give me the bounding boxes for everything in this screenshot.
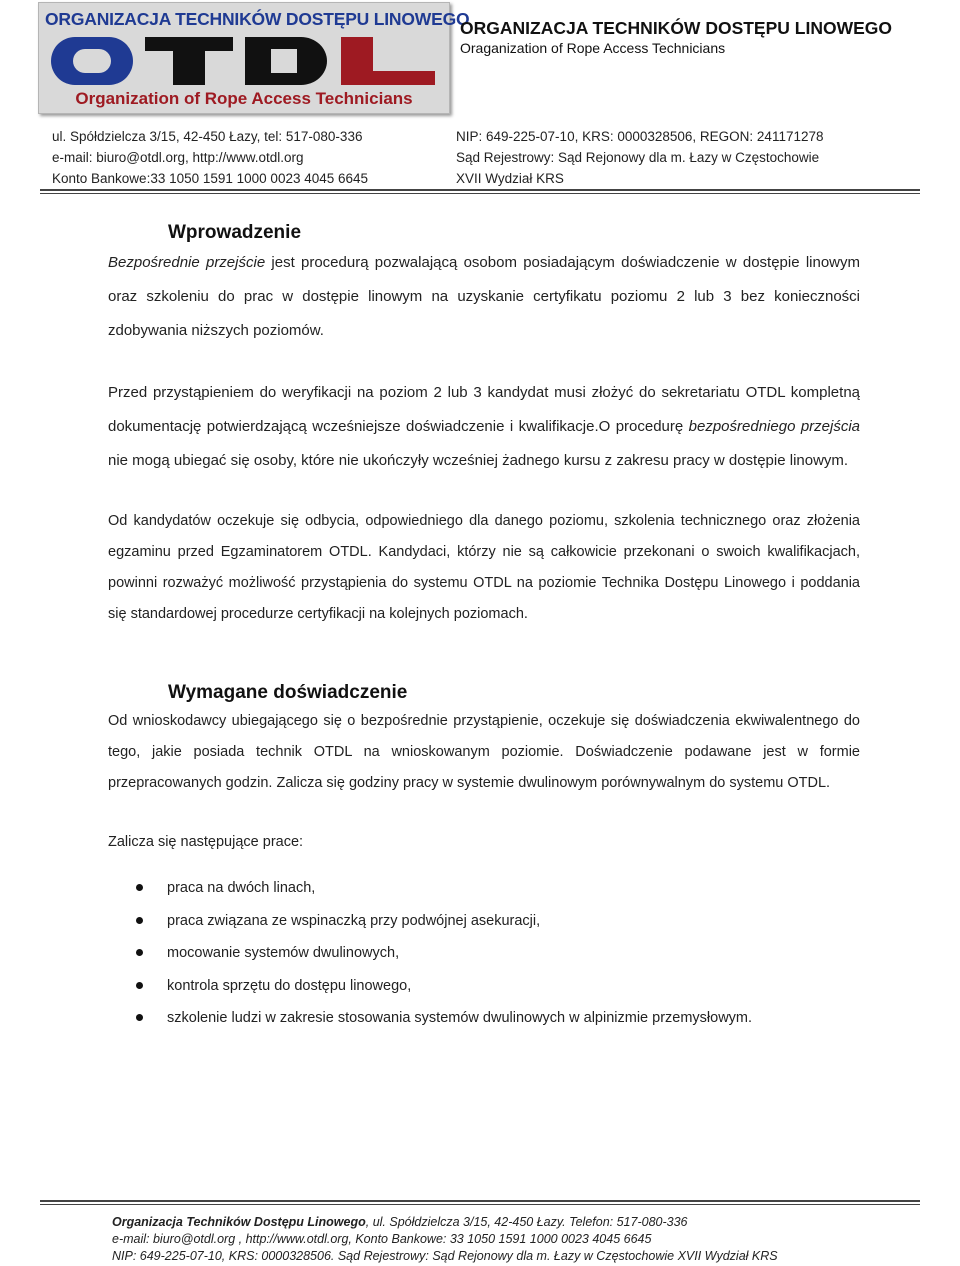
intro-paragraph-2: Przed przystąpieniem do weryfikacji na poziom 2 lub 3 kandydat musi złożyć do sekretariatu OTDL kompletną dokumentację potwierdzającą wcześniejsze doświadczenie i kwalifikacje.O procedurę bezpośredniego przejścia nie mogą ubiegać się osoby, które nie ukończyły wcześniej żadnego kursu z zakresu pracy w dostępie linowym. xyxy=(108,384,861,469)
footer-line-1: Organizacja Techników Dostępu Linowego, ul. Spółdzielcza 3/15, 42-450 Łazy. Telefon: 517-080-336 xyxy=(112,1215,688,1229)
logo-bottom-text: Organization of Rope Access Technicians xyxy=(75,89,413,108)
section-heading-experience: Wymagane doświadczenie xyxy=(168,682,408,703)
org-subtitle: Oraganization of Rope Access Technicians xyxy=(460,40,726,56)
header-address: ul. Spółdzielcza 3/15, 42-450 Łazy, tel: 517-080-336 xyxy=(52,129,363,144)
list-item: szkolenie ludzi w zakresie stosowania systemów dwulinowych w alpinizmie przemysłowym. xyxy=(108,1002,860,1035)
experience-list xyxy=(108,872,860,1035)
list-item: praca na dwóch linach, xyxy=(108,872,860,905)
footer-line-2: e-mail: biuro@otdl.org , http://www.otdl.org, Konto Bankowe: 33 1050 1591 1000 0023 4045 6645 xyxy=(112,1232,652,1246)
logo-top-text: ORGANIZACJA TECHNIKÓW DOSTĘPU LINOWEGO xyxy=(45,9,470,29)
header-registry-block xyxy=(456,126,824,189)
list-item: mocowanie systemów dwulinowych, xyxy=(108,937,860,970)
header-nip-krs: NIP: 649-225-07-10, KRS: 0000328506, REGON: 241171278 xyxy=(456,129,824,144)
header-email-web: e-mail: biuro@otdl.org, http://www.otdl.org xyxy=(52,150,304,165)
header-court: Sąd Rejestrowy: Sąd Rejonowy dla m. Łazy w Częstochowie xyxy=(456,150,820,165)
experience-list-intro: Zalicza się następujące prace: xyxy=(108,834,304,850)
section-heading-intro: Wprowadzenie xyxy=(168,222,302,243)
footer-line-3: NIP: 649-225-07-10, KRS: 0000328506. Sąd Rejestrowy: Sąd Rejonowy dla m. Łazy w Częstochowie XVII Wydział KRS xyxy=(112,1249,778,1263)
intro-paragraph-1: Bezpośrednie przejście jest procedurą pozwalającą osobom posiadającym doświadczenie w dostępie linowym oraz szkoleniu do prac w dostępie linowym na uzyskanie certyfikatu poziomu 2 lub 3 bez konieczności zdobywania niższych poziomów. xyxy=(108,254,860,339)
otdl-logo xyxy=(38,2,470,114)
footer-divider xyxy=(40,1200,920,1202)
intro-term-2: bezpośredniego przejścia xyxy=(688,418,861,435)
header-contact-block xyxy=(52,126,368,189)
footer xyxy=(112,1214,778,1265)
otdl-logo-mark xyxy=(49,33,439,89)
org-title: ORGANIZACJA TECHNIKÓW DOSTĘPU LINOWEGO xyxy=(460,18,892,38)
header-divider-thin xyxy=(40,193,920,194)
footer-org-name: Organizacja Techników Dostępu Linowego xyxy=(112,1215,366,1229)
document-body xyxy=(108,222,860,1035)
header-bank-account: Konto Bankowe:33 1050 1591 1000 0023 4045 6645 xyxy=(52,171,369,186)
experience-paragraph: Od wnioskodawcy ubiegającego się o bezpośrednie przystąpienie, oczekuje się doświadczenia ekwiwalentnego do tego, jakie posiada technik OTDL na wnioskowanym poziomie. Doświadczenie podawane jest w formie przepracowanych godzin. Zalicza się godziny pracy w systemie dwulinowym porównywalnym do systemu OTDL. xyxy=(108,713,860,791)
intro-paragraph-3: Od kandydatów oczekuje się odbycia, odpowiedniego dla danego poziomu, szkolenia technicznego oraz złożenia egzaminu przed Egzaminatorem OTDL. Kandydaci, którzy nie są całkowicie przekonani o swoich kwalifikacjach, powinni rozważyć możliwość przystąpienia do systemu OTDL na poziomie Technika Dostępu Linowego i poddania się standardowej procedurze certyfikacji na kolejnych poziomach. xyxy=(108,513,860,622)
intro-term: Bezpośrednie przejście xyxy=(108,254,266,271)
list-item: praca związana ze wspinaczką przy podwójnej asekuracji, xyxy=(108,905,860,938)
footer-divider-thin xyxy=(40,1204,920,1205)
header-department: XVII Wydział KRS xyxy=(456,171,564,186)
header-divider xyxy=(40,189,920,191)
list-item: kontrola sprzętu do dostępu linowego, xyxy=(108,970,860,1003)
